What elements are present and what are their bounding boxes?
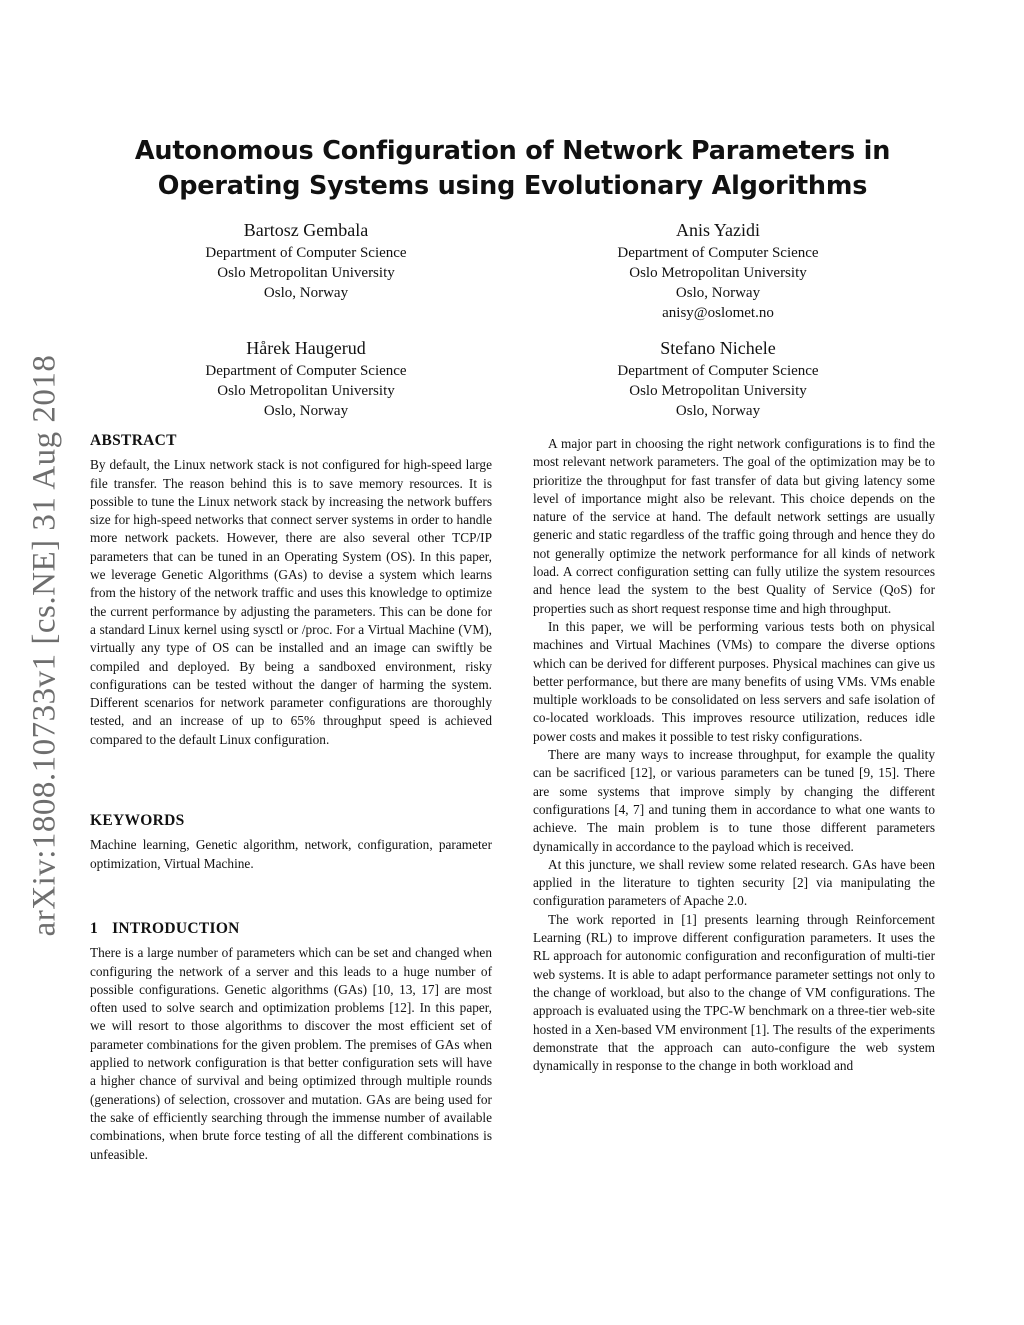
author-university: Oslo Metropolitan University bbox=[217, 265, 395, 281]
arxiv-identifier: arXiv:1808.10733v1 [cs.NE] 31 Aug 2018 bbox=[26, 354, 63, 936]
author-university: Oslo Metropolitan University bbox=[629, 265, 807, 281]
keywords-text: Machine learning, Genetic algorithm, network, configuration, parameter optimization, Virtual Machine. bbox=[90, 837, 492, 871]
author-university: Oslo Metropolitan University bbox=[629, 383, 807, 399]
body-paragraph: In this paper, we will be performing various tests both on physical machines and Virtual Machines (VMs) to compare the diverse options which can be derived for different purposes. Physical machines can give us better performance, but there are many benefits of using VMs. VMs enable multiple workloads to be consolidated on less servers and safe isolation of co-located workloads. This improves resource utilization, reduces idle power costs and makes it possible to test risky configurations. bbox=[533, 618, 935, 744]
keywords-section bbox=[90, 812, 492, 873]
author-block bbox=[156, 337, 456, 421]
introduction-heading bbox=[90, 920, 492, 938]
author-name: Bartosz Gembala bbox=[243, 220, 369, 240]
author-department: Department of Computer Science bbox=[205, 245, 407, 261]
body-paragraph: There is a large number of parameters which can be set and changed when configuring the network of a server and this leads to a huge number of possible configurations. Genetic algorithms (GAs) [10, 13, 17] are most often used to solve search and optimization problems [12]. In this paper, we will resort to those algorithms to discover the most efficient set of parameter combinations for the given problem. The premises of GAs when applied to network configuration is that better configuration sets will have a higher chance of survival and being optimized through multiple rounds (generations) of selection, crossover and mutation. GAs are being used for the sake of efficiently searching through the immense number of available combinations, when brute force testing of all the different combinations is unfeasible. bbox=[90, 945, 492, 1162]
author-name: Hårek Haugerud bbox=[246, 338, 366, 358]
author-department: Department of Computer Science bbox=[617, 245, 819, 261]
section-number: 1 bbox=[90, 920, 99, 937]
keywords-heading: KEYWORDS bbox=[90, 812, 185, 829]
author-name: Stefano Nichele bbox=[660, 338, 776, 358]
introduction-section bbox=[90, 920, 492, 1164]
author-name: Anis Yazidi bbox=[675, 220, 760, 240]
right-column bbox=[533, 435, 935, 1075]
author-university: Oslo Metropolitan University bbox=[217, 383, 395, 399]
author-department: Department of Computer Science bbox=[205, 363, 407, 379]
abstract-text: By default, the Linux network stack is not configured for high-speed large file transfer. The reason behind this is to save memory resources. It is possible to tune the Linux network stack by increasing the network buffers size for high-speed networks that connect server systems in order to handle more network packets. However, there are also several other TCP/IP parameters that can be tuned in an Operating System (OS). In this paper, we leverage Genetic Algorithms (GAs) to devise a system which learns from the history of the network traffic and uses this knowledge to optimize the current performance by adjusting the parameters. This can be done for a standard Linux kernel using sysctl or /proc. For a Virtual Machine (VM), virtually any type of OS can be installed and an image can swiftly be compiled and deployed. By being a sandboxed environment, risky configurations can be tested without the danger of harming the system. Different scenarios for network parameter configurations are thoroughly tested, and an increase of up to 65% throughput speed is achieved compared to the default Linux configuration. bbox=[90, 457, 492, 747]
abstract-section bbox=[90, 432, 492, 749]
author-location: Oslo, Norway bbox=[263, 285, 349, 301]
body-paragraph: A major part in choosing the right network configurations is to find the most relevant network parameters. The goal of the optimization may be to prioritize the throughput for fast transfer of data but giving latency some level of importance might also be relevant. This choice depends on the nature of the service at hand. The default network settings are usually generic and static regardless of the traffic going through and hence they do not generally optimize the network performance for all kinds of network load. A correct configuration setting can fully utilize the system resources and hence lead the system to the best Quality of Service (QoS) for properties such as short request response time and high throughput. bbox=[533, 436, 935, 616]
title-line: Operating Systems using Evolutionary Algorithms bbox=[157, 171, 868, 201]
paper-title bbox=[90, 134, 935, 204]
author-department: Department of Computer Science bbox=[617, 363, 819, 379]
author-email[interactable]: anisy@oslomet.no bbox=[662, 305, 774, 321]
body-paragraph: There are many ways to increase throughput, for example the quality can be sacrificed [12], or various parameters can be tuned [9, 15]. There are some systems that improve simply by changing the different configurations [4, 7] and tuning them in accordance to what one wants to achieve. The main problem is to tune those different parameters dynamically in accordance to the payload which is received. bbox=[533, 747, 935, 854]
body-paragraph: At this juncture, we shall review some related research. GAs have been applied in the literature to tighten security [2] via manipulating the configuration parameters of Apache 2.0. bbox=[533, 856, 935, 909]
section-title: INTRODUCTION bbox=[112, 920, 240, 937]
title-line: Autonomous Configuration of Network Parameters in bbox=[134, 136, 891, 166]
author-location: Oslo, Norway bbox=[675, 403, 761, 419]
author-location: Oslo, Norway bbox=[675, 285, 761, 301]
author-block bbox=[156, 219, 456, 303]
author-block bbox=[568, 219, 868, 323]
abstract-heading: ABSTRACT bbox=[90, 432, 177, 449]
author-block bbox=[568, 337, 868, 421]
author-location: Oslo, Norway bbox=[263, 403, 349, 419]
body-paragraph: The work reported in [1] presents learning through Reinforcement Learning (RL) to improve different configuration parameters. It uses the RL approach for autonomic configuration and reconfiguration of multi-tier web systems. It is able to adapt performance parameter settings not only to the change of workload, but also to the change of VM configurations. The approach is evaluated using the TPC-W benchmark on a three-tier web-site hosted in a Xen-based VM environment [1]. The results of the experiments demonstrate that the approach can auto-configure the web system dynamically in response to the change in both workload and bbox=[533, 911, 935, 1074]
